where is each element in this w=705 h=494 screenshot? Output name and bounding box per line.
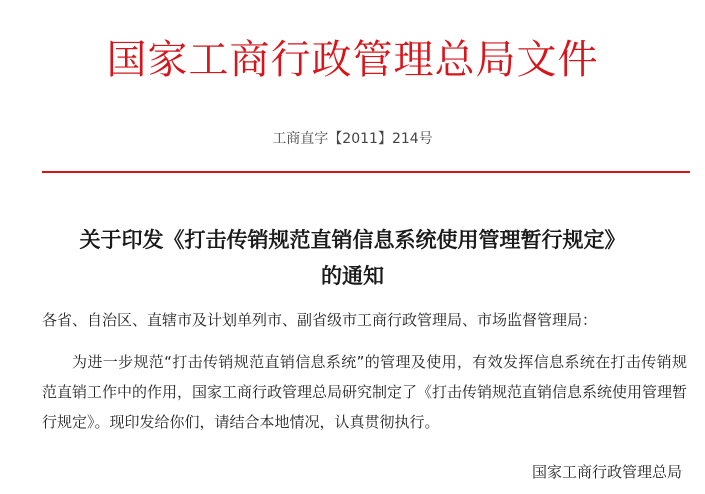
- body-paragraph: 为进一步规范“打击传销规范直销信息系统”的管理及使用，有效发挥信息系统在打击传销规范直销工作中的作用，国家工商行政管理总局研究制定了《打击传销规范直销信息系统使用管理暂行规定》。现印发给你们，请结合本地情况，认真贯彻执行。: [42, 353, 688, 431]
- red-divider: [42, 171, 690, 173]
- document-number: 工商直字【2011】214号: [272, 131, 433, 147]
- signature: 国家工商行政管理总局: [531, 463, 682, 481]
- notice-title-line-2: 的通知: [321, 264, 384, 288]
- addressee: 各省、自治区、直辖市及计划单列市、副省级市工商行政管理局、市场监督管理局：: [42, 311, 598, 329]
- issuer-title: 国家工商行政管理总局文件: [106, 37, 599, 83]
- notice-title: [20, 222, 685, 294]
- notice-title-line-1: 关于印发《打击传销规范直销信息系统使用管理暂行规定》: [79, 228, 626, 252]
